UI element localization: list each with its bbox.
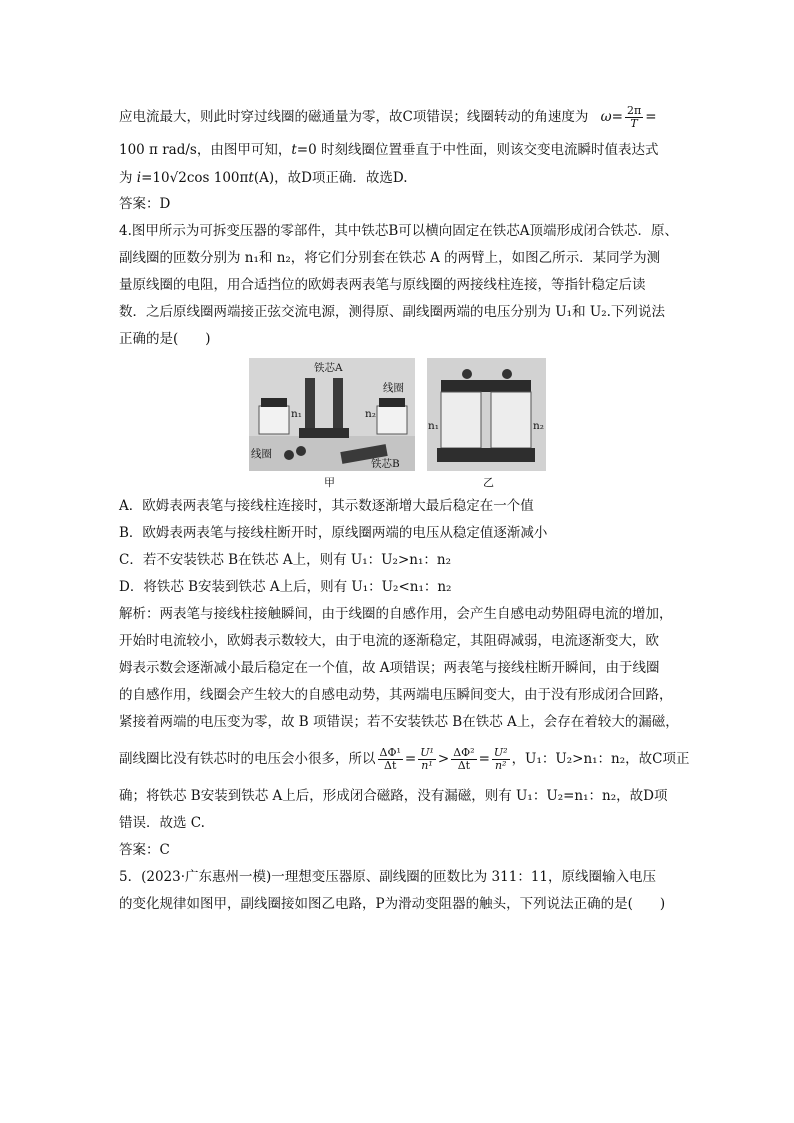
explanation-line-1: 解析：两表笔与接线柱接触瞬间，由于线圈的自感作用，会产生自感电动势阻碍电流的增加，	[119, 606, 673, 622]
figure-yi-drawing	[427, 358, 546, 471]
option-a: A．欧姆表两表笔与接线柱连接时，其示数逐渐增大最后稳定在一个值	[119, 498, 534, 514]
label-coil-top: 线圈	[383, 382, 404, 394]
label-coil-bottom: 线圈	[251, 448, 272, 460]
q4-line-2: 副线圈的匝数分别为 n₁和 n₂，将它们分别套在铁芯 A 的两臂上，如图乙所示．某同学为测	[119, 250, 661, 266]
figure-yi	[427, 358, 546, 471]
prev-answer: 答案：D	[119, 196, 171, 212]
q4-answer: 答案：C	[119, 842, 170, 858]
label-n1-jia: n₁	[291, 408, 302, 420]
fraction-u2-n2: $\frac{\text{U²}}{\text{n²}}$	[493, 746, 508, 772]
caption-yi: 乙	[483, 476, 494, 489]
q4-line-3: 量原线圈的电阻，用合适挡位的欧姆表两表笔与原线圈的两接线柱连接，等指针稳定后读	[119, 277, 646, 293]
explanation-line-4: 的自感作用，线圈会产生较大的自感电动势，其两端电压瞬间变大，由于没有形成闭合回路，	[119, 687, 673, 703]
figure-jia	[249, 358, 415, 471]
explanation-line-3: 姆表示数会逐渐减小最后稳定在一个值，故 A项错误；两表笔与接线柱断开瞬间，由于线圈	[119, 660, 660, 676]
fraction-dphi2-dt: $\frac{\text{ΔΦ²}}{\Delta t}$	[453, 746, 475, 772]
fraction-dphi1-dt: $\frac{\text{ΔΦ¹}}{\Delta t}$	[379, 746, 401, 772]
label-n1-yi: n₁	[428, 420, 439, 432]
omega-fraction: $\frac{2\pi}{T}$	[626, 104, 642, 130]
option-d: D．将铁芯 B安装到铁芯 A上后，则有 U₁：U₂<n₁：n₂	[119, 579, 452, 595]
caption-jia: 甲	[324, 476, 335, 489]
prev-line-3: 为 i=10√2cos 100πt(A)，故D项正确．故选D.	[119, 170, 408, 186]
option-c: C．若不安装铁芯 B在铁芯 A上，则有 U₁：U₂>n₁：n₂	[119, 552, 451, 568]
explanation-line-6: 副线圈比没有铁芯时的电压会小很多，所以 $\frac{\text{ΔΦ¹}}{\Delta t}$ = $\frac{\text{U¹}}{\text{n¹}}$ > $\frac{\text{ΔΦ²}}{\Delta t}$ = $\frac{\text{U²}}{\text{n²}}$ ，U₁：U₂>n₁：n₂，故C项正	[119, 746, 690, 772]
explanation-line-2: 开始时电流较小，欧姆表示数较大，由于电流的逐渐稳定，其阻碍减弱，电流逐渐变大，欧	[119, 633, 659, 649]
q4-line-4: 数．之后原线圈两端接正弦交流电源，测得原、副线圈两端的电压分别为 U₁和 U₂.下列说法	[119, 304, 665, 320]
label-core-b: 铁芯B	[371, 458, 400, 470]
explanation-line-8: 错误．故选 C.	[119, 815, 205, 831]
explanation-line-7: 确；将铁芯 B安装到铁芯 A上后，形成闭合磁路，没有漏磁，则有 U₁：U₂=n₁：n₂，故D项	[119, 788, 668, 804]
q4-line-1: 4.图甲所示为可拆变压器的零部件，其中铁芯B可以横向固定在铁芯A顶端形成闭合铁芯．原、	[119, 223, 679, 239]
q5-line-2: 的变化规律如图甲，副线圈接如图乙电路，P为滑动变阻器的触头，下列说法正确的是( )	[119, 896, 666, 912]
label-core-a: 铁芯A	[314, 362, 343, 374]
prev-line-1: 应电流最大，则此时穿过线圈的磁通量为零，故C项错误；线圈转动的角速度为 ω= $\frac{2\pi}{T}$ =	[119, 104, 657, 130]
fraction-u1-n1: $\frac{\text{U¹}}{\text{n¹}}$	[420, 746, 434, 772]
label-n2-jia: n₂	[365, 408, 376, 420]
option-b: B．欧姆表两表笔与接线柱断开时，原线圈两端的电压从稳定值逐渐减小	[119, 525, 548, 541]
label-n2-yi: n₂	[533, 420, 544, 432]
q4-line-5: 正确的是( )	[119, 331, 211, 347]
q5-line-1: 5．(2023·广东惠州一模)一理想变压器原、副线圈的匝数比为 311：11，原线圈输入电压	[119, 869, 657, 885]
prev-line-2: 100 π rad/s，由图甲可知，t=0 时刻线圈位置垂直于中性面，则该交变电流瞬时值表达式	[119, 142, 659, 158]
explanation-line-5: 紧接着两端的电压变为零，故 B 项错误；若不安装铁芯 B在铁芯 A上，会存在着较大的漏磁，	[119, 714, 679, 730]
